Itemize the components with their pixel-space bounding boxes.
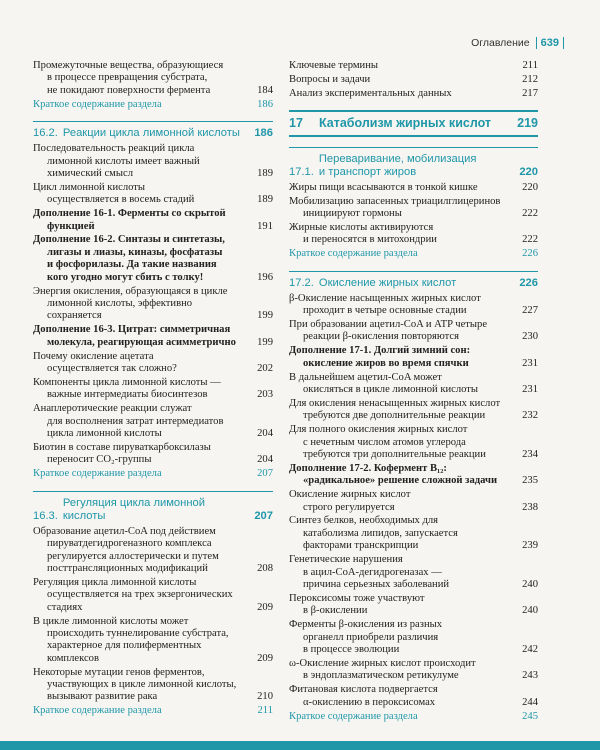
toc-entry bbox=[289, 515, 538, 552]
page-ref: 230 bbox=[522, 331, 538, 343]
page-ref: 207 bbox=[254, 509, 273, 522]
toc-entry bbox=[289, 182, 538, 194]
page-ref: 231 bbox=[522, 383, 538, 395]
entry-title: В дальнейшем ацетил-CoA может окисляться в цикле лимонной кислоты bbox=[289, 371, 479, 395]
page-ref: 240 bbox=[522, 605, 538, 617]
page-ref: 242 bbox=[522, 644, 538, 656]
page-ref: 226 bbox=[519, 276, 538, 289]
page-ref: 222 bbox=[522, 234, 538, 246]
page-ref: 243 bbox=[522, 670, 538, 682]
toc-entry bbox=[33, 351, 273, 376]
toc-entry bbox=[33, 286, 273, 323]
section-number: 16.3. bbox=[33, 509, 58, 522]
toc-summary-entry bbox=[33, 705, 273, 717]
section-title: Окисление жирных кислот bbox=[318, 276, 457, 289]
chapter-number: 17 bbox=[289, 116, 303, 131]
entry-title: Некоторые мутации генов ферментов, участвующих в цикле лимонной кислоты, вызывают развитие рака bbox=[33, 666, 237, 703]
page-ref: 220 bbox=[522, 181, 538, 193]
page-ref: 191 bbox=[257, 220, 273, 232]
toc-entry bbox=[33, 442, 273, 467]
entry-title: ω-Окисление жирных кислот происходит в эндоплазматическом ретикулуме bbox=[289, 657, 476, 682]
entry-title: Краткое содержание раздела bbox=[33, 468, 162, 480]
entry-title: Образование ацетил-CoA под действием пируватдегидрогеназного комплекса регулируется аллостерически и путем посттрансляционных модификаций bbox=[33, 525, 219, 574]
entry-title: Окисление жирных кислот строго регулируется bbox=[289, 489, 411, 513]
page-ref: 204 bbox=[257, 454, 273, 466]
entry-title: Генетические нарушения в ацил-CoA-дегидрогеназах — причина серьезных заболеваний bbox=[289, 554, 450, 590]
section-title: Реакции цикла лимонной кислоты bbox=[62, 127, 240, 140]
entry-title: Пероксисомы тоже участвуют в β-окислении bbox=[289, 592, 425, 617]
toc-entry bbox=[33, 143, 273, 180]
entry-title: Краткое содержание раздела bbox=[289, 710, 418, 722]
running-head-title: Оглавление bbox=[471, 37, 530, 49]
toc-entry bbox=[289, 658, 538, 683]
entry-title: В цикле лимонной кислоты может происходить туннелирование субстрата, характерное для полиферментных комплексов bbox=[33, 615, 229, 664]
toc-section-heading bbox=[289, 147, 538, 179]
page-ref: 196 bbox=[257, 271, 273, 283]
toc-entry bbox=[289, 74, 538, 86]
entry-title: При образовании ацетил-CoA и ATP четыре реакции β-окисления повторяются bbox=[289, 318, 488, 343]
page-ref: 244 bbox=[522, 696, 538, 708]
entry-title: Цикл лимонной кислоты осуществляется в восемь стадий bbox=[33, 181, 195, 206]
entry-title: Ключевые термины bbox=[289, 60, 378, 71]
toc-entry bbox=[33, 403, 273, 440]
page-ref: 189 bbox=[257, 167, 273, 179]
page-ref: 211 bbox=[522, 60, 538, 71]
toc-entry bbox=[289, 372, 538, 397]
toc-entry bbox=[33, 577, 273, 614]
section-number: 16.2. bbox=[33, 127, 58, 140]
page-ref: 219 bbox=[517, 116, 538, 131]
entry-title: Анализ экспериментальных данных bbox=[289, 87, 452, 99]
toc-left-column bbox=[33, 60, 273, 719]
entry-title: Биотин в составе пируваткарбоксилазы переносит CO₂-группы bbox=[33, 441, 211, 466]
entry-title: Жирные кислоты активируются и переносятся в митохондрии bbox=[289, 221, 437, 246]
toc-entry bbox=[289, 554, 538, 591]
page-ref: 189 bbox=[257, 194, 273, 206]
page-ref: 211 bbox=[257, 705, 273, 717]
page-ref: 210 bbox=[257, 691, 273, 703]
page-ref: 186 bbox=[257, 98, 273, 110]
entry-title: Дополнение 16-1. Ферменты со скрытой функцией bbox=[33, 208, 226, 232]
page-ref: 238 bbox=[522, 501, 538, 513]
page-ref: 232 bbox=[522, 410, 538, 422]
toc-box-entry bbox=[33, 234, 273, 284]
toc-entry bbox=[33, 377, 273, 402]
page-ref: 202 bbox=[257, 363, 273, 375]
toc-entry bbox=[33, 182, 273, 207]
entry-title: Синтез белков, необходимых для катаболизма липидов, запускается факторами транскрипции bbox=[289, 515, 458, 552]
entry-title: Дополнение 16-2. Синтазы и синтетазы, лигазы и лиазы, киназы, фосфатазы и фосфорилазы. Да такие названия кого угодно могут сбить с толку! bbox=[33, 234, 225, 283]
entry-title: Краткое содержание раздела bbox=[33, 98, 162, 110]
toc-entry bbox=[289, 619, 538, 656]
page-ref: 231 bbox=[522, 357, 538, 369]
page-ref: 204 bbox=[257, 428, 273, 440]
toc-section-heading bbox=[33, 491, 273, 523]
page-ref: 222 bbox=[522, 207, 538, 219]
page-ref: 235 bbox=[522, 475, 538, 487]
page-ref: 207 bbox=[257, 468, 273, 480]
entry-title: Почему окисление ацетата осуществляется так сложно? bbox=[33, 350, 177, 375]
entry-title: Дополнение 16-3. Цитрат: симметричная молекула, реагирующая асимметрично bbox=[33, 324, 236, 348]
entry-title: Для полного окисления жирных кислот с нечетным числом атомов углерода требуются три дополнительные реакции bbox=[289, 424, 486, 460]
section-title: Переваривание, мобилизация и транспорт жиров bbox=[318, 152, 477, 178]
entry-title: Фитановая кислота подвергается α-окислению в пероксисомах bbox=[289, 684, 438, 708]
entry-title: Энергия окисления, образующаяся в цикле лимонной кислоты, эффективно сохраняется bbox=[33, 285, 228, 322]
toc-entry bbox=[289, 489, 538, 514]
toc-entry bbox=[289, 293, 538, 318]
section-number: 17.1. bbox=[289, 165, 314, 178]
page-ref: 186 bbox=[254, 127, 273, 140]
toc-entry bbox=[33, 616, 273, 666]
entry-title: Краткое содержание раздела bbox=[33, 705, 162, 717]
entry-title: Мобилизацию запасенных триацилглицеринов инициируют гормоны bbox=[289, 195, 501, 219]
toc-entry bbox=[289, 319, 538, 344]
entry-title: Ферменты β-окисления из разных органелл приобрели различия в процессе эволюции bbox=[289, 619, 443, 656]
page-ref: 209 bbox=[257, 601, 273, 613]
entry-title: β-Окисление насыщенных жирных кислот проходит в четыре основные стадии bbox=[289, 292, 481, 316]
page-ref: 199 bbox=[257, 310, 273, 322]
chapter-title: Катаболизм жирных кислот bbox=[319, 116, 492, 131]
toc-section-heading bbox=[33, 121, 273, 140]
toc-summary-entry bbox=[33, 99, 273, 111]
entry-title: Промежуточные вещества, образующиеся в процессе превращения субстрата, не покидают поверхности фермента bbox=[33, 60, 224, 96]
toc-entry bbox=[33, 667, 273, 704]
running-head bbox=[471, 37, 564, 49]
entry-title: Анаплеротические реакции служат для восполнения затрат интермедиатов цикла лимонной кислоты bbox=[33, 403, 224, 440]
entry-title: Жиры пищи всасываются в тонкой кишке bbox=[289, 181, 478, 193]
section-title: Регуляция цикла лимонной кислоты bbox=[62, 496, 205, 522]
page-ref: 227 bbox=[522, 304, 538, 316]
toc-entry bbox=[289, 398, 538, 423]
page-ref: 245 bbox=[522, 710, 538, 722]
toc-entry bbox=[289, 684, 538, 709]
toc-chapter-heading bbox=[289, 110, 538, 136]
section-number: 17.2. bbox=[289, 276, 314, 289]
entry-title: Регуляция цикла лимонной кислоты осуществляется на трех экзергонических стадиях bbox=[33, 576, 233, 613]
toc-entry bbox=[289, 424, 538, 461]
toc-right-column bbox=[289, 60, 538, 724]
toc-entry bbox=[289, 196, 538, 221]
bottom-accent-bar bbox=[0, 741, 600, 750]
entry-title: Краткое содержание раздела bbox=[289, 248, 418, 260]
toc-box-entry bbox=[33, 324, 273, 349]
page-ref: 212 bbox=[522, 73, 538, 85]
entry-title: Дополнение 17-2. Кофермент B₁₂: «радикальное» решение сложной задачи bbox=[289, 462, 498, 487]
entry-title: Компоненты цикла лимонной кислоты — важные интермедиаты биосинтезов bbox=[33, 376, 221, 401]
page-ref: 184 bbox=[257, 84, 273, 96]
entry-title: Дополнение 17-1. Долгий зимний сон: окисление жиров во время спячки bbox=[289, 345, 471, 369]
toc-box-entry bbox=[289, 345, 538, 370]
page-ref: 220 bbox=[519, 165, 538, 178]
toc-entry bbox=[289, 222, 538, 247]
toc-section-heading bbox=[289, 271, 538, 290]
entry-title: Последовательность реакций цикла лимонной кислоты имеет важный химический смысл bbox=[33, 143, 200, 179]
toc-entry bbox=[289, 88, 538, 100]
page-ref: 226 bbox=[522, 248, 538, 260]
page-ref: 199 bbox=[257, 336, 273, 348]
toc-entry bbox=[33, 60, 273, 97]
entry-title: Вопросы и задачи bbox=[289, 73, 371, 85]
toc-summary-entry bbox=[33, 468, 273, 480]
page-ref: 217 bbox=[522, 87, 538, 99]
page-ref: 208 bbox=[257, 562, 273, 574]
page-ref: 203 bbox=[257, 389, 273, 401]
entry-title: Для окисления ненасыщенных жирных кислот требуются две дополнительные реакции bbox=[289, 397, 501, 422]
page-ref: 239 bbox=[522, 540, 538, 552]
page-number: 639 bbox=[536, 37, 564, 49]
toc-summary-entry bbox=[289, 248, 538, 260]
toc-entry bbox=[33, 526, 273, 576]
page-ref: 209 bbox=[257, 652, 273, 664]
toc-entry bbox=[289, 593, 538, 618]
toc-box-entry bbox=[289, 463, 538, 488]
page-ref: 234 bbox=[522, 448, 538, 460]
toc-summary-entry bbox=[289, 711, 538, 723]
toc-box-entry bbox=[33, 208, 273, 233]
toc-entry bbox=[289, 60, 538, 72]
page-ref: 240 bbox=[522, 579, 538, 590]
